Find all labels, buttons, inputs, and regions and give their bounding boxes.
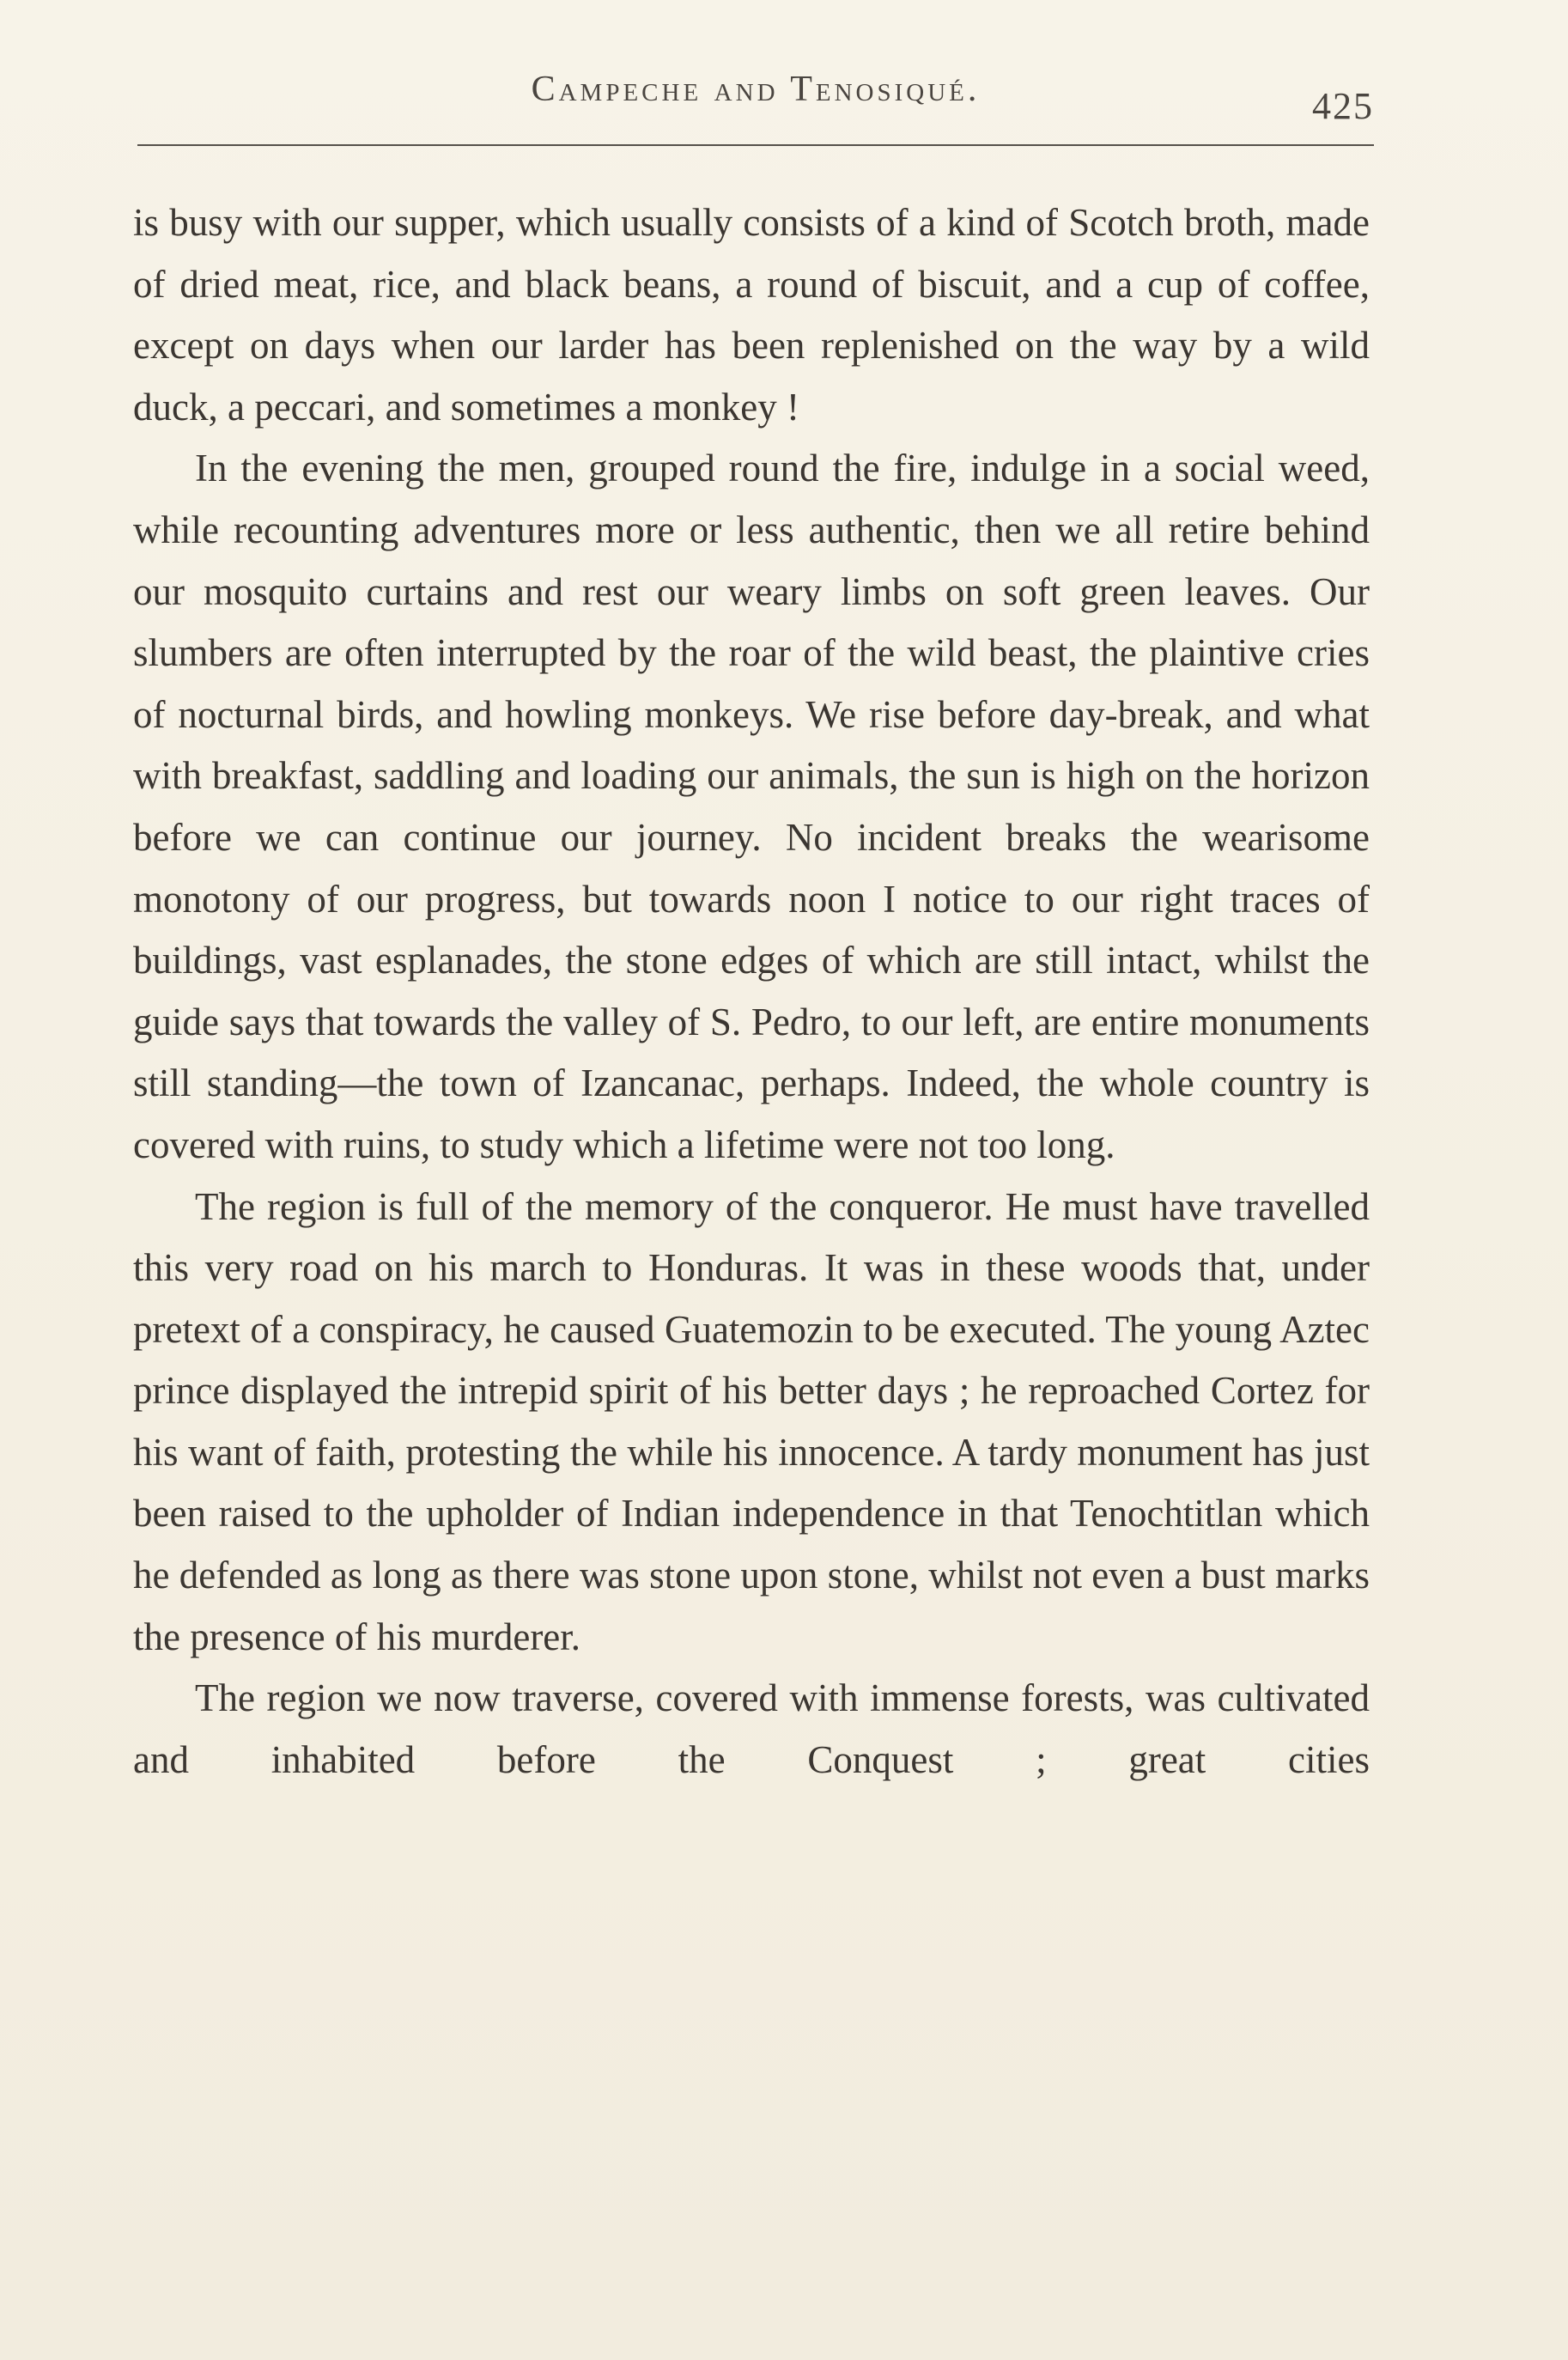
running-title: Campeche and Tenosiqué. — [531, 70, 981, 109]
paragraph-3: The region is full of the memory of the conqueror. He must have travelled this very road on his march to Honduras. It was in these woods that, under pretext of a conspiracy, he caused Guatemozin to be executed. The young Aztec prince displayed the intrepid spirit of his better days ; he reproached Cortez for his want of faith, protesting the while his innocence. A tardy monument has just been raised to the upholder of Indian independence in that Tenochtitlan which he defended as long as there was stone upon stone, whilst not even a bust marks the presence of his murderer. — [133, 1184, 1370, 1658]
paragraph-2: In the evening the men, grouped round the fire, indulge in a social weed, while recounting adventures more or less authentic, then we all retire behind our mosquito curtains and rest our weary limbs on soft green leaves. Our slumbers are often interrupted by the roar of the wild beast, the plaintive cries of nocturnal birds, and howling monkeys. We rise before day-break, and what with breakfast, saddling and loading our animals, the sun is high on the horizon before we can continue our journey. No incident breaks the wearisome monotony of our progress, but towards noon I notice to our right traces of buildings, vast esplanades, the stone edges of which are still intact, whilst the guide says that towards the valley of S. Pedro, to our left, are entire monuments still standing—the town of Izancanac, perhaps. Indeed, the whole country is covered with ruins, to study which a lifetime were not too long. — [133, 447, 1370, 1166]
paragraph-1: is busy with our supper, which usually consists of a kind of Scotch broth, made of dried meat, rice, and black beans, a round of biscuit, and a cup of coffee, except on days when our larder has been replenished on the way by a wild duck, a peccari, and sometimes a monkey ! — [133, 201, 1370, 429]
header-rule — [137, 144, 1374, 146]
running-head — [137, 69, 1374, 129]
paragraph-4: The region we now traverse, covered with immense forests, was cultivated and inhabited before the Conquest ; great cities — [133, 1676, 1370, 1781]
body-text — [133, 192, 1370, 1791]
page-number: 425 — [1312, 85, 1374, 127]
